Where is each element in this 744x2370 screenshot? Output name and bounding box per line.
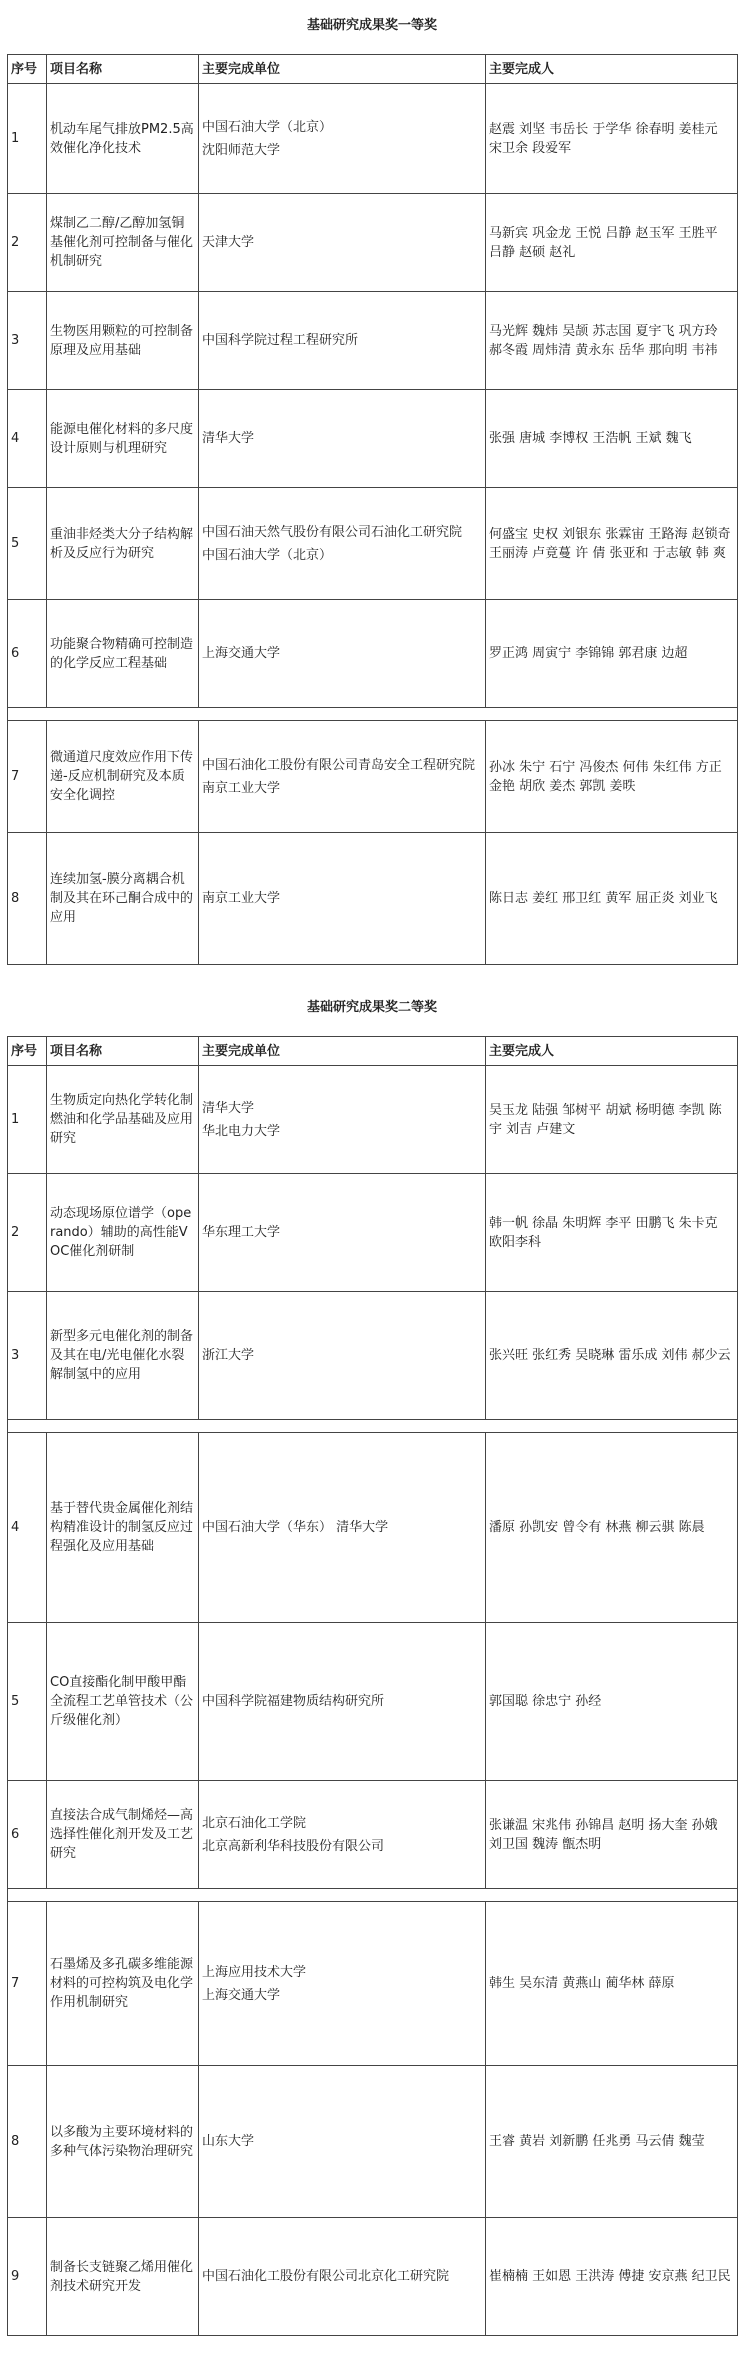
completion-people: 赵震 刘坚 韦岳长 于学华 徐春明 姜桂元 宋卫余 段爱军 bbox=[486, 84, 738, 194]
row-gap-cell bbox=[8, 1420, 738, 1433]
row-gap bbox=[8, 708, 738, 721]
project-name: 连续加氢-膜分离耦合机制及其在环己酮合成中的应用 bbox=[47, 833, 199, 965]
completion-people: 张兴旺 张红秀 吴晓琳 雷乐成 刘伟 郝少云 bbox=[486, 1292, 738, 1420]
completion-units bbox=[199, 1623, 486, 1781]
unit-name: 中国石油大学（北京） bbox=[202, 119, 333, 135]
completion-people: 马新宾 巩金龙 王悦 吕静 赵玉军 王胜平 吕静 赵硕 赵礼 bbox=[486, 194, 738, 292]
row-gap bbox=[8, 1420, 738, 1433]
project-name: 制备长支链聚乙烯用催化剂技术研究开发 bbox=[47, 2218, 199, 2336]
row-gap-cell bbox=[8, 1889, 738, 1902]
section1-title: 基础研究成果奖一等奖 bbox=[306, 18, 437, 33]
completion-units bbox=[199, 1902, 486, 2066]
unit-name: 上海应用技术大学 bbox=[202, 1964, 307, 1980]
completion-people: 崔楠楠 王如恩 王洪涛 傅捷 安京燕 纪卫民 bbox=[486, 2218, 738, 2336]
completion-units bbox=[199, 2066, 486, 2218]
row-number: 1 bbox=[8, 1066, 47, 1174]
completion-units bbox=[199, 2218, 486, 2336]
table-row bbox=[8, 194, 738, 292]
project-name: 重油非烃类大分子结构解析及反应行为研究 bbox=[47, 488, 199, 600]
completion-units bbox=[199, 1292, 486, 1420]
row-gap-cell bbox=[8, 708, 738, 721]
table-row bbox=[8, 1781, 738, 1889]
project-name: 石墨烯及多孔碳多维能源材料的可控构筑及电化学作用机制研究 bbox=[47, 1902, 199, 2066]
table-row bbox=[8, 2066, 738, 2218]
completion-people: 潘原 孙凯安 曾令有 林燕 柳云骐 陈晨 bbox=[486, 1433, 738, 1623]
unit-name: 中国石油大学（北京） bbox=[202, 547, 333, 563]
row-number: 3 bbox=[8, 1292, 47, 1420]
project-name: 微通道尺度效应作用下传递-反应机制研究及本质安全化调控 bbox=[47, 721, 199, 833]
row-number: 5 bbox=[8, 488, 47, 600]
row-number: 6 bbox=[8, 1781, 47, 1889]
award-table-first-prize bbox=[7, 54, 738, 965]
table-row bbox=[8, 488, 738, 600]
row-number: 8 bbox=[8, 2066, 47, 2218]
project-name: 生物质定向热化学转化制燃油和化学品基础及应用研究 bbox=[47, 1066, 199, 1174]
project-name: 生物医用颗粒的可控制备原理及应用基础 bbox=[47, 292, 199, 390]
table-header-row bbox=[8, 1037, 738, 1066]
completion-units bbox=[199, 1066, 486, 1174]
unit-name: 北京高新利华科技股份有限公司 bbox=[202, 1838, 385, 1854]
unit-name: 浙江大学 bbox=[202, 1348, 255, 1363]
row-number: 4 bbox=[8, 390, 47, 488]
completion-units bbox=[199, 1174, 486, 1292]
header-units: 主要完成单位 bbox=[199, 1037, 486, 1066]
table-row bbox=[8, 1292, 738, 1420]
table-row bbox=[8, 1066, 738, 1174]
unit-name: 南京工业大学 bbox=[202, 780, 281, 796]
project-name: CO直接酯化制甲酸甲酯全流程工艺单管技术（公斤级催化剂） bbox=[47, 1623, 199, 1781]
project-name: 功能聚合物精确可控制造的化学反应工程基础 bbox=[47, 600, 199, 708]
header-people: 主要完成人 bbox=[486, 1037, 738, 1066]
unit-name: 山东大学 bbox=[202, 2134, 255, 2149]
row-number: 5 bbox=[8, 1623, 47, 1781]
table-row bbox=[8, 1174, 738, 1292]
unit-name: 上海交通大学 bbox=[202, 646, 281, 661]
header-no: 序号 bbox=[8, 1037, 47, 1066]
completion-people: 张强 唐城 李博权 王浩帆 王斌 魏飞 bbox=[486, 390, 738, 488]
award-table-second-prize bbox=[7, 1036, 738, 2336]
table-row bbox=[8, 84, 738, 194]
table-row bbox=[8, 833, 738, 965]
unit-name: 清华大学 bbox=[202, 1100, 255, 1116]
completion-people: 韩一帆 徐晶 朱明辉 李平 田鹏飞 朱卡克 欧阳李科 bbox=[486, 1174, 738, 1292]
row-number: 7 bbox=[8, 721, 47, 833]
completion-people: 韩生 吴东清 黄燕山 蔺华林 薛原 bbox=[486, 1902, 738, 2066]
table-row bbox=[8, 2218, 738, 2336]
unit-name: 中国石油化工股份有限公司青岛安全工程研究院 bbox=[202, 757, 476, 773]
table-row bbox=[8, 1433, 738, 1623]
project-name: 煤制乙二醇/乙醇加氢铜基催化剂可控制备与催化机制研究 bbox=[47, 194, 199, 292]
unit-name: 中国石油化工股份有限公司北京化工研究院 bbox=[202, 2269, 450, 2284]
table-header-row bbox=[8, 55, 738, 84]
row-number: 9 bbox=[8, 2218, 47, 2336]
project-name: 动态现场原位谱学（operando）辅助的高性能VOC催化剂研制 bbox=[47, 1174, 199, 1292]
project-name: 能源电催化材料的多尺度设计原则与机理研究 bbox=[47, 390, 199, 488]
unit-name: 清华大学 bbox=[202, 431, 255, 446]
table-row bbox=[8, 600, 738, 708]
completion-people: 孙冰 朱宁 石宁 冯俊杰 何伟 朱红伟 方正 金艳 胡欣 姜杰 郭凯 姜昳 bbox=[486, 721, 738, 833]
completion-units bbox=[199, 390, 486, 488]
unit-name: 中国科学院过程工程研究所 bbox=[202, 333, 359, 348]
row-number: 7 bbox=[8, 1902, 47, 2066]
header-units: 主要完成单位 bbox=[199, 55, 486, 84]
completion-units bbox=[199, 194, 486, 292]
table-row bbox=[8, 1902, 738, 2066]
header-project-name: 项目名称 bbox=[47, 1037, 199, 1066]
project-name: 以多酸为主要环境材料的多种气体污染物治理研究 bbox=[47, 2066, 199, 2218]
row-number: 1 bbox=[8, 84, 47, 194]
row-number: 3 bbox=[8, 292, 47, 390]
row-number: 6 bbox=[8, 600, 47, 708]
completion-people: 张谦温 宋兆伟 孙锦昌 赵明 扬大奎 孙娥 刘卫国 魏涛 甑杰明 bbox=[486, 1781, 738, 1889]
unit-name: 北京石油化工学院 bbox=[202, 1815, 307, 1831]
project-name: 直接法合成气制烯烃—高选择性催化剂开发及工艺研究 bbox=[47, 1781, 199, 1889]
completion-people: 王睿 黄岩 刘新鹏 任兆勇 马云倩 魏莹 bbox=[486, 2066, 738, 2218]
row-number: 2 bbox=[8, 194, 47, 292]
unit-name: 南京工业大学 bbox=[202, 891, 281, 906]
unit-name: 华东理工大学 bbox=[202, 1225, 281, 1240]
completion-people: 何盛宝 史权 刘银东 张霖宙 王路海 赵锁奇 王丽涛 卢竟蔓 许 倩 张亚和 于志敏 韩 爽 bbox=[486, 488, 738, 600]
unit-name: 华北电力大学 bbox=[202, 1123, 281, 1139]
row-gap bbox=[8, 1889, 738, 1902]
completion-units bbox=[199, 1433, 486, 1623]
row-number: 8 bbox=[8, 833, 47, 965]
completion-units bbox=[199, 833, 486, 965]
completion-units bbox=[199, 488, 486, 600]
completion-people: 郭国聪 徐忠宁 孙经 bbox=[486, 1623, 738, 1781]
table-row bbox=[8, 292, 738, 390]
completion-people: 罗正鸿 周寅宁 李锦锦 郭君康 边超 bbox=[486, 600, 738, 708]
project-name: 新型多元电催化剂的制备及其在电/光电催化水裂解制氢中的应用 bbox=[47, 1292, 199, 1420]
table-row bbox=[8, 721, 738, 833]
unit-name: 中国石油大学（华东） 清华大学 bbox=[202, 1520, 389, 1535]
project-name: 基于替代贵金属催化剂结构精准设计的制氢反应过程强化及应用基础 bbox=[47, 1433, 199, 1623]
section2-title: 基础研究成果奖二等奖 bbox=[306, 1000, 437, 1015]
project-name: 机动车尾气排放PM2.5高效催化净化技术 bbox=[47, 84, 199, 194]
table-row bbox=[8, 390, 738, 488]
unit-name: 中国科学院福建物质结构研究所 bbox=[202, 1694, 385, 1709]
unit-name: 天津大学 bbox=[202, 235, 255, 250]
unit-name: 中国石油天然气股份有限公司石油化工研究院 bbox=[202, 524, 463, 540]
completion-people: 马光辉 魏炜 吴颉 苏志国 夏宇飞 巩方玲 郝冬霞 周炜清 黄永东 岳华 那向明 韦祎 bbox=[486, 292, 738, 390]
header-people: 主要完成人 bbox=[486, 55, 738, 84]
completion-units bbox=[199, 600, 486, 708]
completion-people: 吴玉龙 陆强 邹树平 胡斌 杨明德 李凯 陈宇 刘吉 卢建文 bbox=[486, 1066, 738, 1174]
table-row bbox=[8, 1623, 738, 1781]
unit-name: 沈阳师范大学 bbox=[202, 142, 281, 158]
header-project-name: 项目名称 bbox=[47, 55, 199, 84]
row-number: 2 bbox=[8, 1174, 47, 1292]
completion-people: 陈日志 姜红 邢卫红 黄军 屈正炎 刘业飞 bbox=[486, 833, 738, 965]
completion-units bbox=[199, 292, 486, 390]
completion-units bbox=[199, 84, 486, 194]
completion-units bbox=[199, 1781, 486, 1889]
header-no: 序号 bbox=[8, 55, 47, 84]
unit-name: 上海交通大学 bbox=[202, 1987, 281, 2003]
completion-units bbox=[199, 721, 486, 833]
row-number: 4 bbox=[8, 1433, 47, 1623]
